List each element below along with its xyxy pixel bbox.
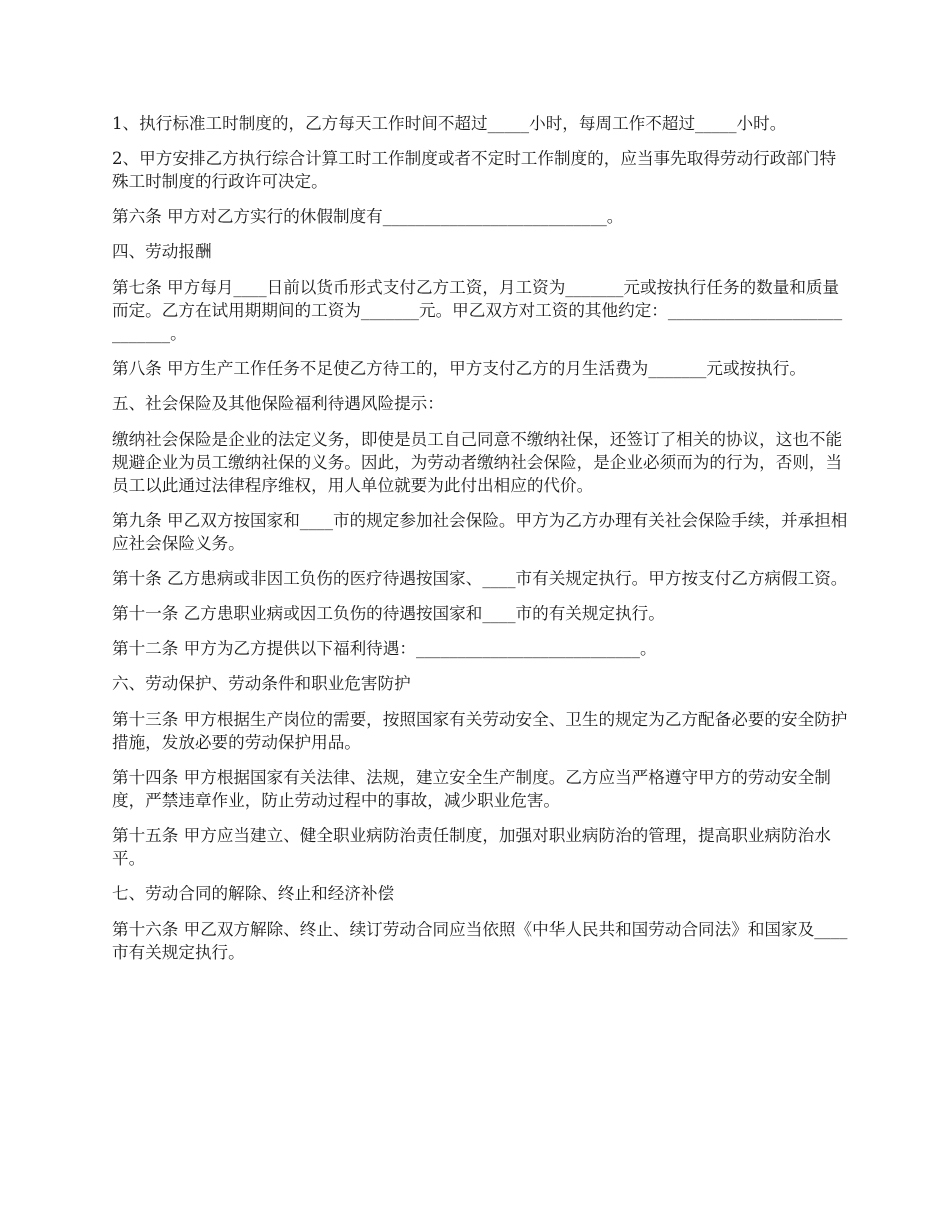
clause-special-hours: 2、甲方安排乙方执行综合计算工时工作制度或者不定时工作制度的，应当事先取得劳动行政部门特殊工时制度的行政许可决定。 [112,149,837,191]
clause-standard-hours: 1、执行标准工时制度的，乙方每天工作时间不超过_____小时，每周工作不超过_____小时。 [112,114,787,133]
article-7: 第七条 甲方每月____日前以货币形式支付乙方工资，月工资为_______元或按执行任务的数量和质量而定。乙方在试用期期间的工资为_______元。甲乙双方对工资的其他约定：____________________________。 [112,278,843,343]
article-16: 第十六条 甲乙双方解除、终止、续订劳动合同应当依照《中华人民共和国劳动合同法》和国家及____市有关规定执行。 [112,920,848,962]
article-15: 第十五条 甲方应当建立、健全职业病防治责任制度，加强对职业病防治的管理，提高职业病防治水平。 [112,826,831,868]
section-heading-4: 四、劳动报酬 [112,242,212,261]
article-9: 第九条 甲乙双方按国家和____市的规定参加社会保险。甲方为乙方办理有关社会保险手续，并承担相应社会保险义务。 [112,511,848,553]
section-heading-7: 七、劳动合同的解除、终止和经济补偿 [112,884,395,903]
article-10: 第十条 乙方患病或非因工负伤的医疗待遇按国家、____市有关规定执行。甲方按支付乙方病假工资。 [112,569,848,588]
risk-note: 缴纳社会保险是企业的法定义务，即使是员工自己同意不缴纳社保，还签订了相关的协议，这也不能规避企业为员工缴纳社保的义务。因此，为劳动者缴纳社会保险，是企业必须而为的行为，否则，当员工以此通过法律程序维权，用人单位就要为此付出相应的代价。 [112,430,843,495]
document-page [112,112,848,976]
article-11: 第十一条 乙方患职业病或因工负伤的待遇按国家和____市的有关规定执行。 [112,604,665,623]
section-heading-6: 六、劳动保护、劳动条件和职业危害防护 [112,674,411,693]
article-8: 第八条 甲方生产工作任务不足使乙方待工的，甲方支付乙方的月生活费为_______元或按执行。 [112,359,806,378]
article-14: 第十四条 甲方根据国家有关法律、法规，建立安全生产制度。乙方应当严格遵守甲方的劳动安全制度，严禁违章作业，防止劳动过程中的事故，减少职业危害。 [112,768,831,810]
article-6: 第六条 甲方对乙方实行的休假制度有___________________________。 [112,207,624,226]
section-heading-5: 五、社会保险及其他保险福利待遇风险提示： [112,394,444,413]
article-12: 第十二条 甲方为乙方提供以下福利待遇：___________________________。 [112,639,657,658]
article-13: 第十三条 甲方根据生产岗位的需要，按照国家有关劳动安全、卫生的规定为乙方配备必要的安全防护措施，发放必要的劳动保护用品。 [112,710,848,752]
